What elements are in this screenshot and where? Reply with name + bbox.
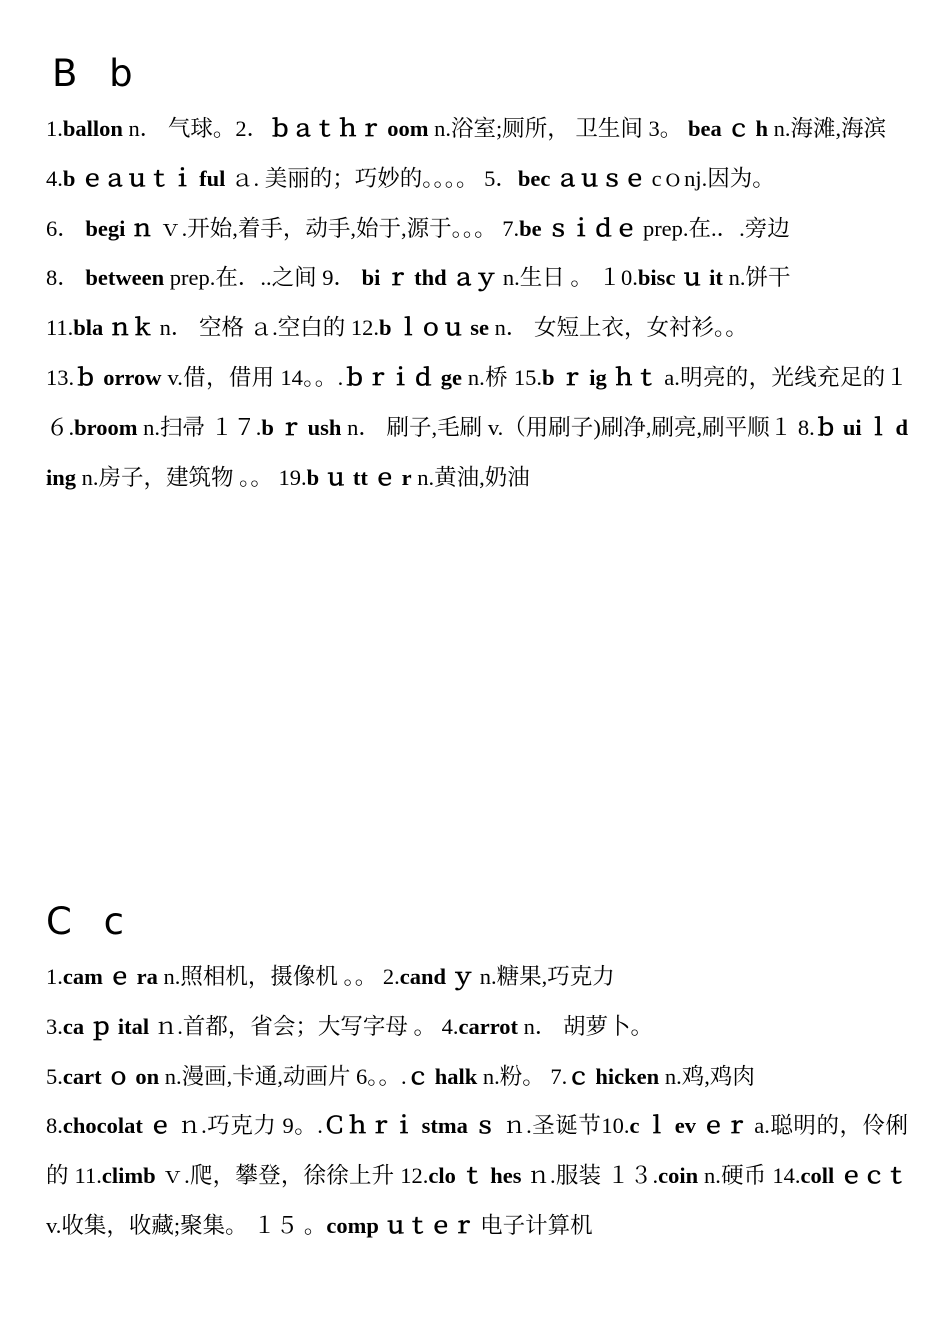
vocab-word: ｂ orrow	[74, 364, 162, 390]
vocab-word: ballon	[62, 116, 123, 141]
vocab-paragraph-3	[46, 1052, 908, 1102]
vocab-text: n.生日 。 １0.	[497, 265, 638, 291]
vocab-word: cam ｅ ra	[62, 964, 158, 989]
vocab-text: prep.在．..之间 9．	[164, 265, 362, 291]
vocab-text: n.房子，建筑物 。。 19.	[76, 464, 307, 490]
vocab-word: begi ｎ	[85, 215, 154, 241]
vocab-word: bla ｎｋ	[73, 315, 154, 341]
vocab-word: ｂ ui ｌ ding	[46, 414, 908, 490]
vocab-text: 1.	[46, 116, 63, 141]
vocab-word: ｃ hicken	[567, 1063, 660, 1089]
vocab-word: bisc ｕ it	[637, 265, 723, 291]
vocab-text: 电子计算机	[474, 1212, 593, 1238]
vocab-paragraph-4	[46, 253, 908, 303]
vocab-text: n.黄油,奶油	[411, 464, 530, 490]
vocab-text: n.糖果,巧克力	[474, 964, 615, 989]
vocab-text: ｎ.服装 １３.	[521, 1163, 659, 1189]
vocab-paragraph-1	[46, 952, 908, 1002]
vocab-text: n.扫帚 １７.	[137, 414, 262, 440]
vocab-word: b ｌｏｕ se	[378, 315, 489, 341]
vocab-text: 11.	[46, 315, 74, 341]
vocab-text: n.照相机，摄像机 。。 2.	[157, 964, 400, 989]
vocab-paragraph-3	[46, 204, 908, 254]
vocab-text: 4.	[46, 165, 63, 191]
vocab-text: prep.在.．.旁边	[637, 215, 790, 241]
section-b-heading: B b	[52, 52, 143, 95]
vocab-word: bec ａｕｓｅ	[517, 165, 647, 191]
vocab-word: bi ｒ thd ａｙ	[361, 265, 498, 291]
vocab-paragraph-5	[46, 303, 908, 353]
vocab-word: ca ｐ ital	[62, 1013, 150, 1039]
vocab-word: ｃ halk	[406, 1063, 478, 1089]
vocab-word: broom	[74, 414, 138, 440]
vocab-word: b ｅａｕｔｉ ful	[62, 165, 226, 191]
vocab-text: 13.	[46, 364, 75, 390]
vocab-text: n.海滩,海滨	[767, 116, 887, 141]
vocab-word: b ｒ ig ｈｔ	[541, 364, 659, 390]
vocab-text: 8．	[46, 265, 86, 291]
vocab-word: b ｕ tt ｅ r	[306, 464, 412, 490]
vocab-text: n． 空格 ａ.空白的 12.	[153, 315, 379, 341]
vocab-text: n.饼干	[722, 265, 791, 291]
section-c-heading: C c	[46, 900, 134, 943]
vocab-word: be ｓｉｄｅ	[519, 215, 638, 241]
vocab-word: chocolat ｅ	[62, 1113, 173, 1139]
vocab-text: ｎ.圣诞节10.	[497, 1113, 630, 1139]
vocab-text: ｎ.巧克力 9。.	[172, 1113, 323, 1139]
vocab-word: coin	[658, 1163, 699, 1189]
vocab-text: 5.	[46, 1063, 63, 1089]
vocab-text: ｎ.首都，省会；大写字母 。 4.	[149, 1013, 459, 1039]
vocab-text: n． 女短上衣，女衬衫。。	[488, 315, 748, 341]
vocab-text: 3.	[46, 1013, 63, 1039]
vocab-text: ｖ.开始,着手，动手,始于,源于。。。 7.	[153, 215, 520, 241]
vocab-paragraph-1	[46, 104, 908, 154]
vocab-text: n． 气球。2．	[122, 116, 270, 141]
vocab-word: cart ｏ on	[62, 1063, 160, 1089]
vocab-text: a.聪明的，伶俐的 11.	[46, 1113, 908, 1189]
vocab-word: clo ｔ hes	[428, 1163, 522, 1189]
vocab-word: ｂａｔｈｒ oom	[269, 116, 429, 141]
vocab-text: n． 刷子,毛刷 v.（用刷子)刷净,刷亮,刷平顺１ 8.	[341, 414, 815, 440]
vocab-text: a.明亮的，光线充足的１６.	[46, 364, 908, 440]
vocab-text: n.浴室;厕所， 卫生间 3。	[428, 116, 688, 141]
vocab-word: cand ｙ	[399, 964, 475, 989]
vocab-text: n.桥 15.	[461, 364, 542, 390]
vocab-word: ｂｒｉｄ ge	[343, 364, 462, 390]
vocab-word: climb	[101, 1163, 156, 1189]
vocab-word: c ｌ ev ｅｒ	[629, 1113, 749, 1139]
vocab-text: 1.	[46, 964, 63, 989]
vocab-text: n.硬币 14.	[698, 1163, 801, 1189]
vocab-paragraph-2	[46, 1002, 908, 1052]
vocab-text: n.鸡,鸡肉	[659, 1063, 755, 1089]
vocab-word: Ｃｈｒｉ stma ｓ	[322, 1113, 497, 1139]
vocab-word: carrot	[458, 1013, 519, 1039]
vocab-paragraph-4	[46, 1101, 908, 1250]
vocab-paragraph-2	[46, 154, 908, 204]
vocab-text: 8.	[46, 1113, 63, 1139]
vocab-text: ｖ.爬，攀登，徐徐上升 12.	[155, 1163, 429, 1189]
vocab-text: n.粉。 7.	[477, 1063, 568, 1089]
section-c	[46, 896, 908, 1251]
vocab-text: n． 胡萝卜。	[518, 1013, 654, 1039]
vocab-text: v.收集，收藏;聚集。 １５ 。	[46, 1212, 327, 1238]
vocab-word: between	[85, 265, 165, 291]
vocab-word: b ｒ ush	[261, 414, 342, 440]
vocab-text: n.漫画,卡通,动画片 6。。.	[159, 1063, 407, 1089]
vocab-word: comp ｕｔｅｒ	[326, 1212, 475, 1238]
vocab-word: coll ｅｃｔ	[800, 1163, 908, 1189]
vocab-paragraph-6	[46, 353, 908, 502]
vocab-text: 6．	[46, 215, 86, 241]
vocab-word: bea ｃ h	[687, 116, 768, 141]
vocab-text: cｏnj.因为。	[646, 165, 775, 191]
section-b	[46, 48, 908, 502]
vocab-text: v.借，借用 14。。.	[161, 364, 344, 390]
vocab-text: ａ. 美丽的；巧妙的。。。。 5．	[225, 165, 518, 191]
